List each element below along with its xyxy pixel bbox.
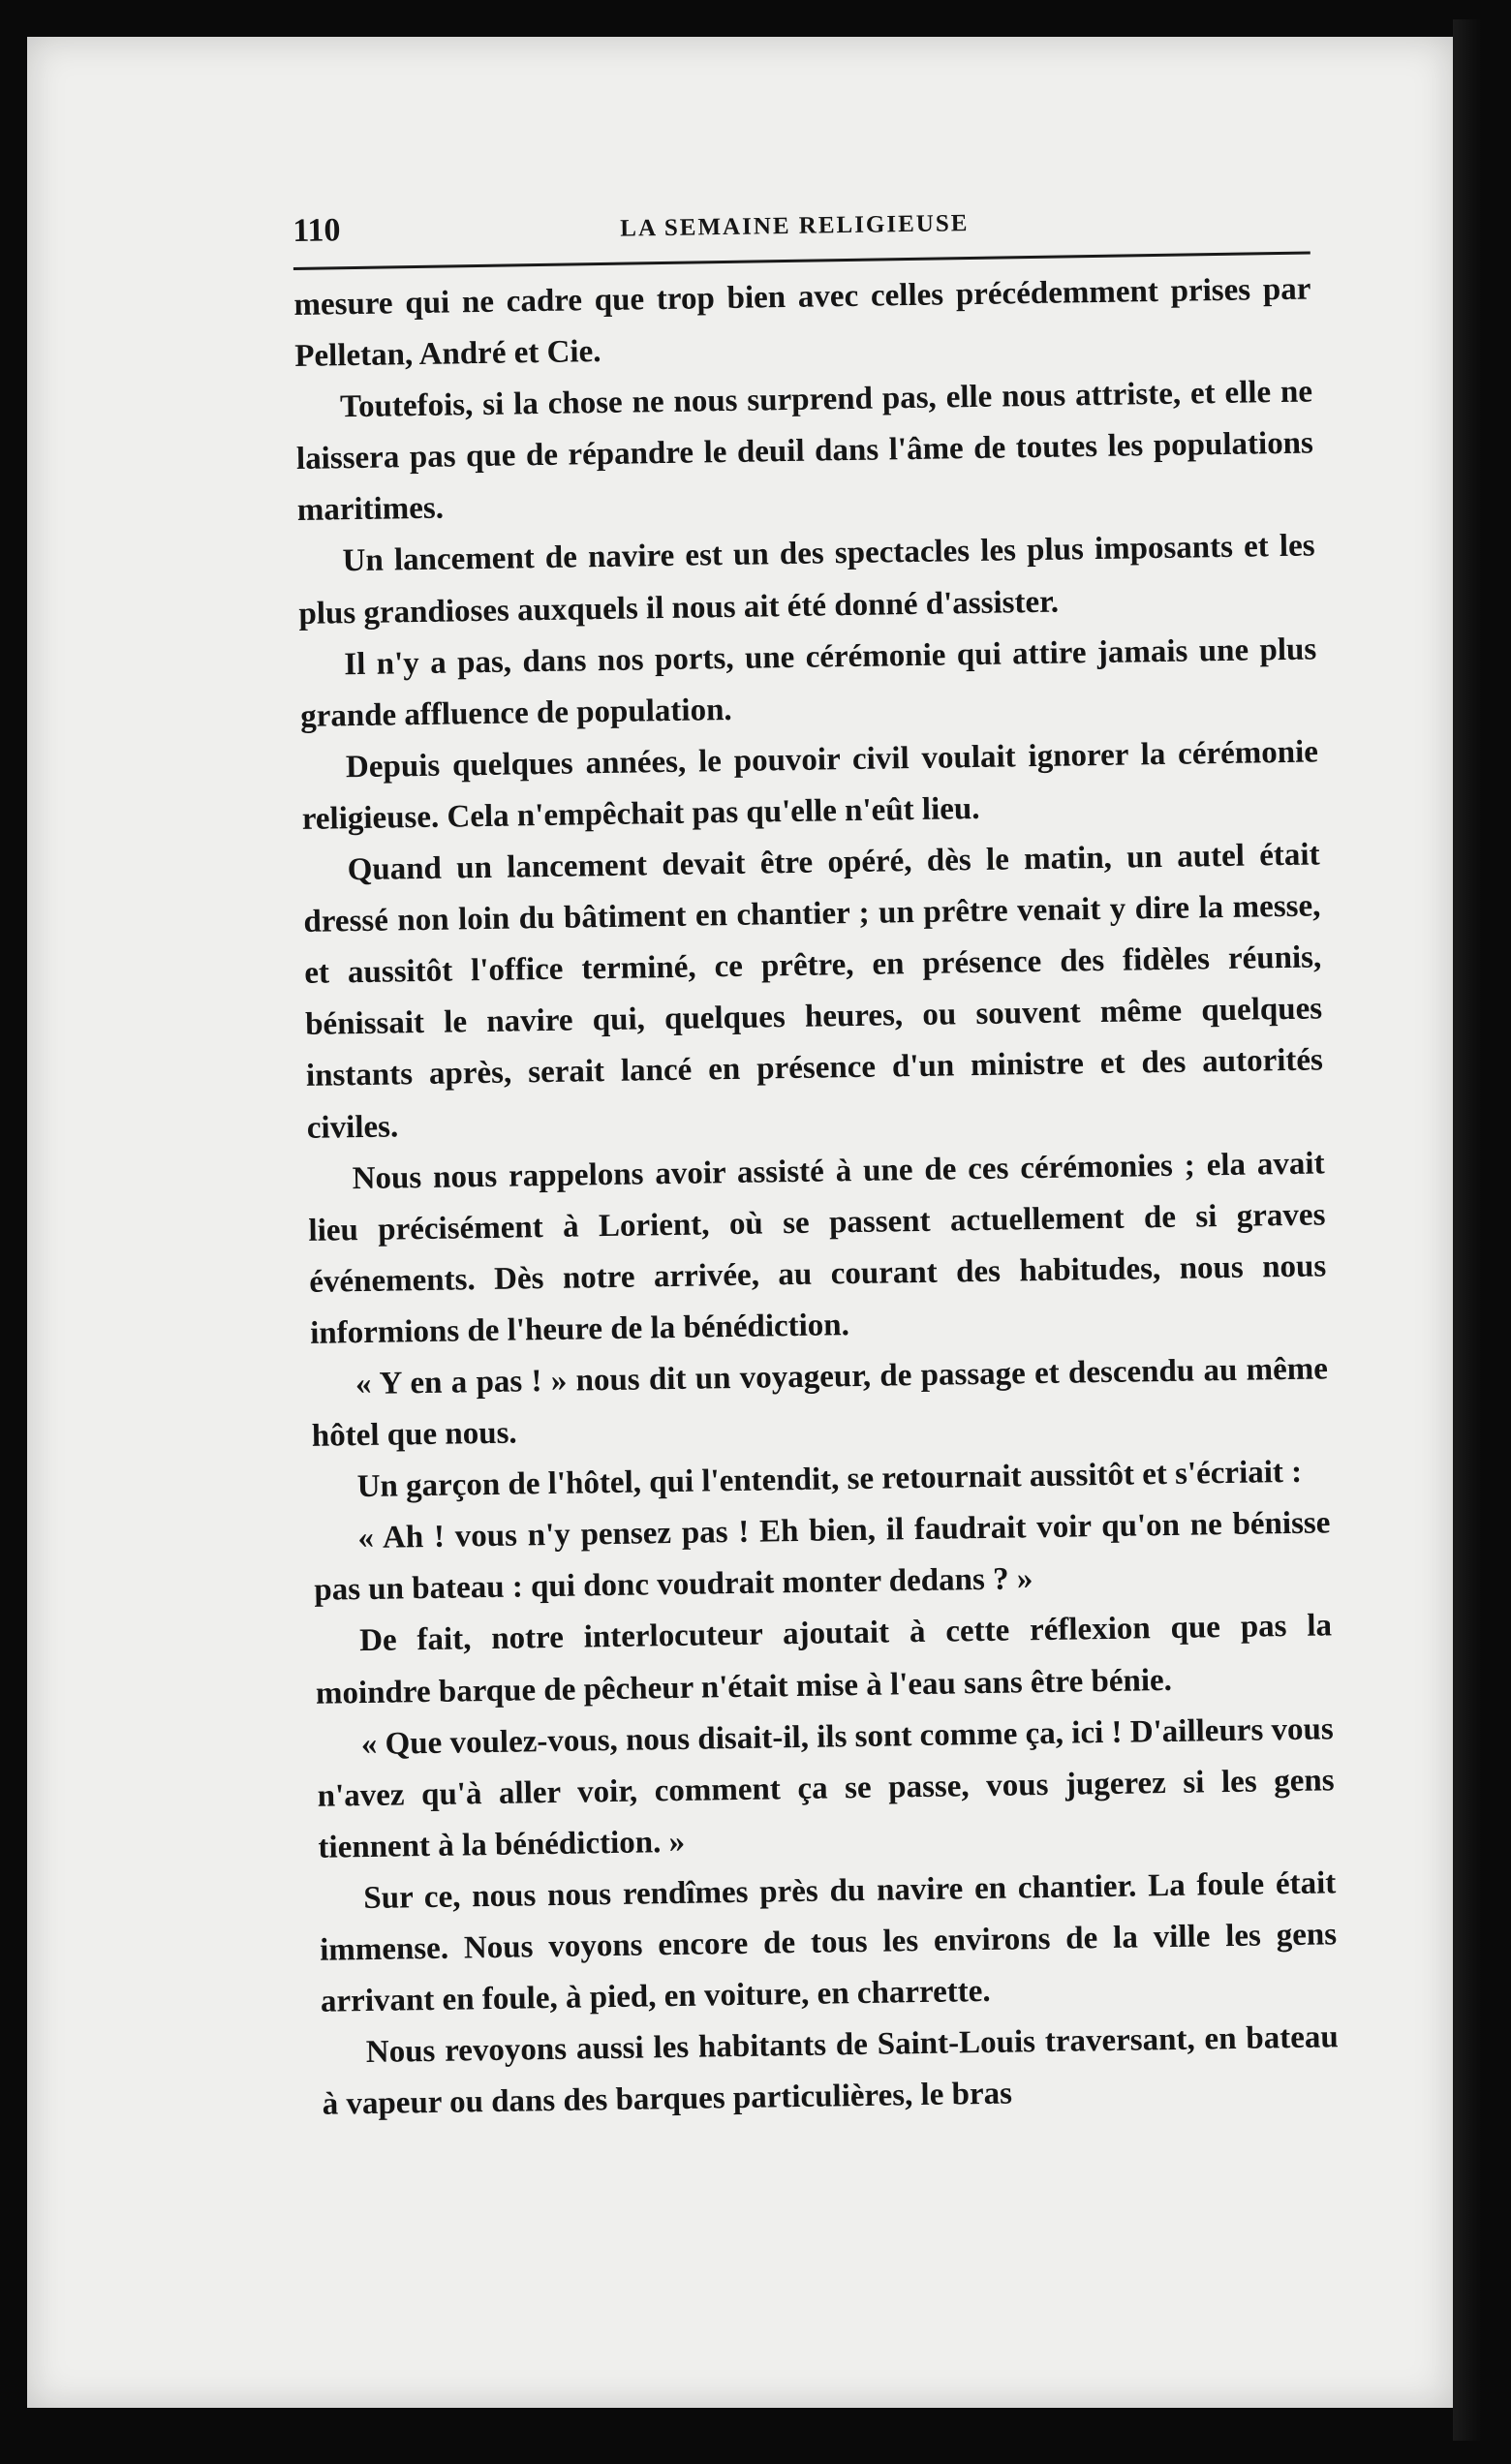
paragraph: mesure qui ne cadre que trop bien avec celles précédemment prises par Pelletan, André et Cie. — [293, 271, 1311, 375]
paragraph: Depuis quelques années, le pouvoir civil voulait ignorer la cérémonie religieuse. Cela n'empêchait pas qu'elle n'eût lieu. — [301, 734, 1319, 837]
paragraph: Toutefois, si la chose ne nous surprend pas, elle nous attriste, et elle ne laissera pas que de répandre le deuil dans l'âme de toutes les populations maritimes. — [295, 374, 1314, 529]
paragraph: Un garçon de l'hôtel, qui l'entendit, se retournait aussitôt et s'écriait : — [356, 1454, 1303, 1505]
paragraph: Un lancement de navire est un des spectacles les plus imposants et les plus grandioses auxquels il nous ait été donné d'assister. — [298, 528, 1315, 631]
paragraph: « Ah ! vous n'y pensez pas ! Eh bien, il faudrait voir qu'on ne bénisse pas un bateau : qui donc voudrait monter dedans ? » — [314, 1505, 1331, 1609]
body-text — [293, 263, 1340, 2131]
page-number: 110 — [293, 212, 341, 249]
page-content — [293, 198, 1340, 2132]
paragraph: Il n'y a pas, dans nos ports, une cérémonie qui attire jamais une plus grande affluence de population. — [299, 631, 1317, 734]
next-page-edge — [1453, 19, 1482, 2441]
paragraph: Nous revoyons aussi les habitants de Saint-Louis traversant, en bateau à vapeur ou dans des barques particulières, le bras — [322, 2019, 1339, 2123]
paragraph: Quand un lancement devait être opéré, dès le matin, un autel était dressé non loin du bâtiment en chantier ; un prêtre venait y dire la messe, et aussitôt l'office terminé, ce prêtre, en présence des fidèles réunis, bénissait le navire qui, quelques heures, ou souvent même quelques instants après, serait lancé en présence d'un ministre et des autorités civiles. — [303, 837, 1324, 1146]
paragraph: « Que voulez-vous, nous disait-il, ils sont comme ça, ici ! D'ailleurs vous n'avez qu'à aller voir, comment ça se passe, vous jugerez si les gens tiennent à la bénédiction. » — [317, 1710, 1335, 1865]
paragraph: Sur ce, nous nous rendîmes près du navire en chantier. La foule était immense. Nous voyons encore de tous les environs de la ville les gens arrivant en foule, à pied, en voiture, en charrette. — [319, 1865, 1338, 2019]
paragraph: « Y en a pas ! » nous dit un voyageur, de passage et descendu au même hôtel que nous. — [311, 1351, 1329, 1454]
running-title: LA SEMAINE RELIGIEUSE — [620, 210, 970, 242]
paragraph: De fait, notre interlocuteur ajoutait à cette réflexion que pas la moindre barque de pêcheur n'était mise à l'eau sans être bénie. — [315, 1608, 1333, 1711]
paragraph: Nous nous rappelons avoir assisté à une de ces cérémonies ; ela avait lieu précisément à Lorient, où se passent actuellement de si graves événements. Dès notre arrivée, au courant des habitudes, nous nous informions de l'heure de la bénédiction. — [308, 1145, 1327, 1351]
